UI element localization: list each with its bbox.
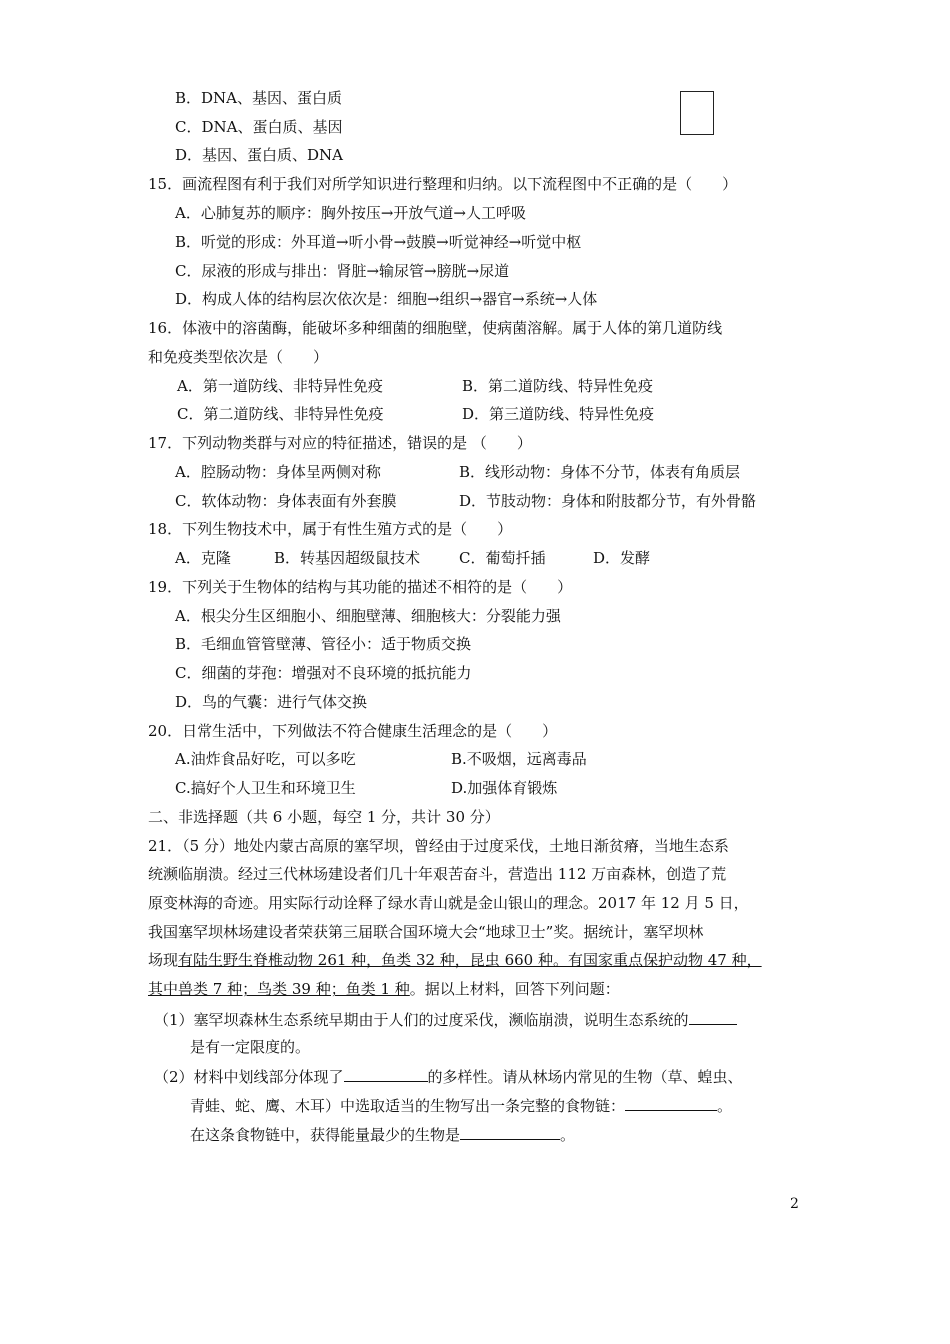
q15-option-b: B．听觉的形成：外耳道→听小骨→鼓膜→听觉神经→听觉中枢	[175, 233, 582, 251]
q16-stem-line2: 和免疫类型依次是（ ）	[148, 348, 329, 366]
q21-passage-line5	[148, 950, 762, 970]
q19-stem: 19．下列关于生物体的结构与其功能的描述不相符的是（ ）	[148, 578, 573, 596]
q16-option-a: A．第一道防线、非特异性免疫	[177, 377, 383, 395]
q21-sub2-text-d: 。	[717, 1097, 733, 1115]
answer-box	[680, 91, 714, 135]
answer-blank-1[interactable]	[689, 1009, 737, 1025]
q19-option-a: A．根尖分生区细胞小、细胞壁薄、细胞核大：分裂能力强	[175, 607, 561, 625]
q17-option-a: A．腔肠动物：身体呈两侧对称	[175, 463, 381, 481]
q14-option-b: B．DNA、基因、蛋白质	[175, 89, 343, 107]
q18-stem: 18．下列生物技术中，属于有性生殖方式的是（ ）	[148, 520, 513, 538]
q21-sub1-line2: 是有一定限度的。	[190, 1038, 311, 1056]
q15-option-c: C．尿液的形成与排出：肾脏→输尿管→膀胱→尿道	[175, 262, 510, 280]
q14-option-c: C．DNA、蛋白质、基因	[175, 118, 343, 136]
q17-option-d: D．节肢动物：身体和附肢都分节，有外骨骼	[459, 492, 757, 510]
q21-sub2-text-b: 的多样性。请从林场内常见的生物（草、蝗虫、	[427, 1068, 743, 1086]
q21-sub1-text: （1）塞罕坝森林生态系统早期由于人们的过度采伐，濒临崩溃，说明生态系统的	[154, 1011, 689, 1029]
q15-option-a: A．心肺复苏的顺序：胸外按压→开放气道→人工呼吸	[175, 204, 526, 222]
q21-line5-plain: 场现	[148, 951, 179, 969]
q20-option-a: A.油炸食品好吃，可以多吃	[175, 750, 356, 768]
q21-underlined-text-1: 有陆生野生脊椎动物 261 种，鱼类 32 种，昆虫 660 种。有国家重点保护动物 47 种，	[178, 951, 762, 969]
q15-option-d: D．构成人体的结构层次依次是：细胞→组织→器官→系统→人体	[175, 290, 598, 308]
q16-stem-line1: 16．体液中的溶菌酶，能破坏多种细菌的细胞壁，使病菌溶解。属于人体的第几道防线	[148, 319, 723, 337]
q20-option-d: D.加强体育锻炼	[451, 779, 558, 797]
q21-underlined-text-2: 其中兽类 7 种；鸟类 39 种；鱼类 1 种	[148, 980, 410, 998]
answer-blank-2[interactable]	[344, 1066, 428, 1082]
q18-option-b: B．转基因超级鼠技术	[274, 549, 421, 567]
q21-sub2-line3	[190, 1124, 575, 1145]
q19-option-b: B．毛细血管管壁薄、管径小：适于物质交换	[175, 635, 472, 653]
q16-option-c: C．第二道防线、非特异性免疫	[177, 405, 384, 423]
q20-option-c: C.搞好个人卫生和环境卫生	[175, 779, 356, 797]
q21-passage-line3: 原变林海的奇迹。用实际行动诠释了绿水青山就是金山银山的理念。2017 年 12 月 5 日，	[148, 894, 749, 912]
q21-sub1-line1	[154, 1009, 737, 1030]
q21-sub2-text-a: （2）材料中划线部分体现了	[154, 1068, 344, 1086]
q17-option-c: C．软体动物：身体表面有外套膜	[175, 492, 397, 510]
q21-sub2-text-f: 。	[560, 1126, 576, 1144]
q18-option-a: A．克隆	[175, 549, 231, 567]
answer-blank-3[interactable]	[625, 1095, 717, 1111]
q21-passage-line6	[148, 979, 620, 999]
q21-sub2-text-c: 青蛙、蛇、鹰、木耳）中选取适当的生物写出一条完整的食物链：	[190, 1097, 626, 1115]
q21-sub2-line2	[190, 1095, 732, 1116]
q21-passage-line1: 21．（5 分）地处内蒙古高原的塞罕坝，曾经由于过度采伐，土地日渐贫瘠，当地生态系	[148, 837, 729, 855]
q16-option-b: B．第二道防线、特异性免疫	[462, 377, 654, 395]
q19-option-c: C．细菌的芽孢：增强对不良环境的抵抗能力	[175, 664, 472, 682]
q21-sub2-text-e: 在这条食物链中，获得能量最少的生物是	[190, 1126, 461, 1144]
q18-option-c: C．葡萄扦插	[459, 549, 546, 567]
section-heading: 二、非选择题（共 6 小题，每空 1 分，共计 30 分）	[148, 808, 500, 826]
q20-option-b: B.不吸烟，远离毒品	[451, 750, 587, 768]
q20-stem: 20．日常生活中，下列做法不符合健康生活理念的是（ ）	[148, 722, 558, 740]
q21-sub2-line1	[154, 1066, 743, 1087]
q16-option-d: D．第三道防线、特异性免疫	[462, 405, 655, 423]
q15-stem: 15．画流程图有利于我们对所学知识进行整理和归纳。以下流程图中不正确的是（ ）	[148, 175, 738, 193]
page-number: 2	[790, 1196, 799, 1212]
answer-blank-4[interactable]	[460, 1124, 560, 1140]
q21-passage-line4: 我国塞罕坝林场建设者荣获第三届联合国环境大会“地球卫士”奖。据统计，塞罕坝林	[148, 923, 704, 941]
q17-stem: 17．下列动物类群与对应的特征描述，错误的是 （ ）	[148, 434, 532, 452]
q19-option-d: D．鸟的气囊：进行气体交换	[175, 693, 368, 711]
q18-option-d: D．发酵	[593, 549, 651, 567]
q14-option-d: D．基因、蛋白质、DNA	[175, 146, 344, 164]
q17-option-b: B．线形动物：身体不分节，体表有角质层	[459, 463, 741, 481]
q21-line6-plain: 。据以上材料，回答下列问题：	[409, 980, 620, 998]
q21-passage-line2: 统濒临崩溃。经过三代林场建设者们几十年艰苦奋斗，营造出 112 万亩森林，创造了荒	[148, 865, 727, 883]
